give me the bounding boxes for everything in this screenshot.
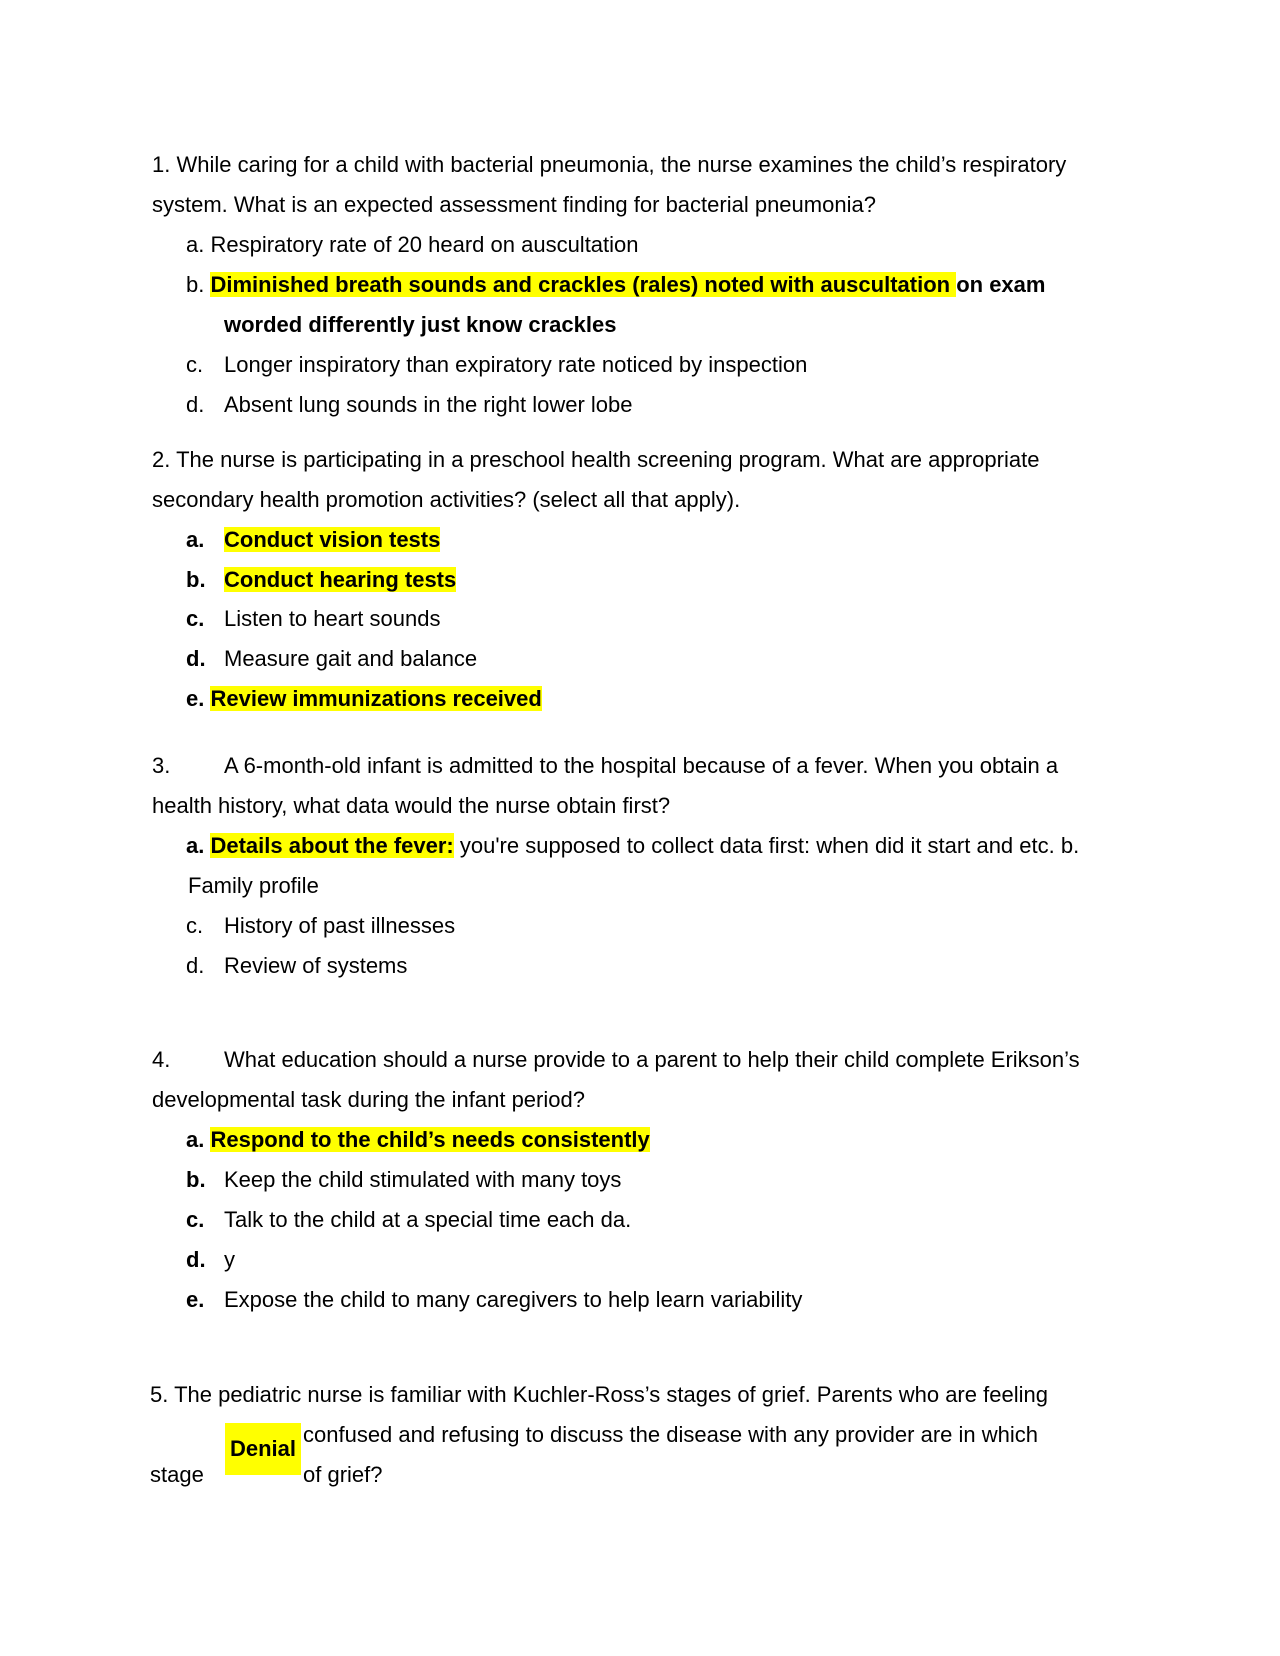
question-stem: 5. The pediatric nurse is familiar with Kuchler-Ross’s stages of grief. Parents who are feeling	[150, 1382, 1048, 1407]
stage-label: stage	[150, 1462, 204, 1487]
question-stem: of grief?	[303, 1462, 383, 1487]
option-c-letter: c.	[186, 1207, 205, 1232]
option-a-answer: Conduct vision tests	[224, 527, 441, 552]
option-b-letter: b.	[186, 567, 206, 592]
option-c-letter: c.	[186, 606, 205, 631]
option-d-text: y	[224, 1247, 235, 1272]
option-d-text: Measure gait and balance	[224, 646, 478, 671]
option-b-answer: b. Diminished breath sounds and crackles (rales) noted with auscultation on exam	[186, 272, 1046, 297]
question-stem: 2. The nurse is participating in a preschool health screening program. What are appropriate	[152, 447, 1040, 472]
question-stem: What education should a nurse provide to a parent to help their child complete Erikson’s	[224, 1047, 1080, 1072]
question-stem: confused and refusing to discuss the disease with any provider are in which	[303, 1422, 1038, 1447]
option-c-letter: c.	[186, 913, 204, 938]
option-c-text: Longer inspiratory than expiratory rate noticed by inspection	[224, 352, 808, 377]
option-d-letter: d.	[186, 1247, 206, 1272]
option-c: c.	[186, 352, 204, 377]
option-c-text: Listen to heart sounds	[224, 606, 441, 631]
question-stem: system. What is an expected assessment finding for bacterial pneumonia?	[152, 192, 876, 217]
question-stem: health history, what data would the nurse obtain first?	[152, 793, 671, 818]
answer-note: on exam	[956, 272, 1046, 297]
option-b-letter: b.	[186, 1167, 206, 1192]
option-b-text: Keep the child stimulated with many toys	[224, 1167, 622, 1192]
option-d-letter: d.	[186, 646, 206, 671]
question-stem: 1. While caring for a child with bacterial pneumonia, the nurse examines the child’s respiratory	[152, 152, 1067, 177]
highlighted-answer: Diminished breath sounds and crackles (rales) noted with auscultation	[210, 272, 957, 297]
question-stem: developmental task during the infant period?	[152, 1087, 585, 1112]
option-b-text: Family profile	[188, 873, 319, 898]
option-a-answer: a. Respond to the child’s needs consistently	[186, 1127, 650, 1152]
option-e-answer: e. Review immunizations received	[186, 686, 542, 711]
option-a-letter: a.	[186, 527, 205, 552]
highlighted-answer: Details about the fever:	[210, 833, 454, 858]
option-a-answer: a. Details about the fever: you're supposed to collect data first: when did it start and etc. b.	[186, 833, 1080, 858]
option-d-text: Absent lung sounds in the right lower lobe	[224, 392, 633, 417]
option-c-text: Talk to the child at a special time each da.	[224, 1207, 632, 1232]
option-e-letter: e.	[186, 1287, 205, 1312]
question-stem: A 6-month-old infant is admitted to the hospital because of a fever. When you obtain a	[224, 753, 1059, 778]
option-a: a. Respiratory rate of 20 heard on auscultation	[186, 232, 639, 257]
highlighted-answer: Denial	[229, 1436, 297, 1461]
option-d: d.	[186, 392, 205, 417]
question-number: 3.	[152, 753, 171, 778]
option-d-letter: d.	[186, 953, 205, 978]
option-d-text: Review of systems	[224, 953, 408, 978]
question-stem: secondary health promotion activities? (select all that apply).	[152, 487, 741, 512]
option-e-text: Expose the child to many caregivers to help learn variability	[224, 1287, 803, 1312]
option-b-answer: Conduct hearing tests	[224, 567, 457, 592]
option-c-text: History of past illnesses	[224, 913, 456, 938]
answer-note: worded differently just know crackles	[224, 312, 617, 337]
question-number: 4.	[152, 1047, 171, 1072]
answer-note: you're supposed to collect data first: when did it start and etc. b.	[453, 833, 1080, 858]
